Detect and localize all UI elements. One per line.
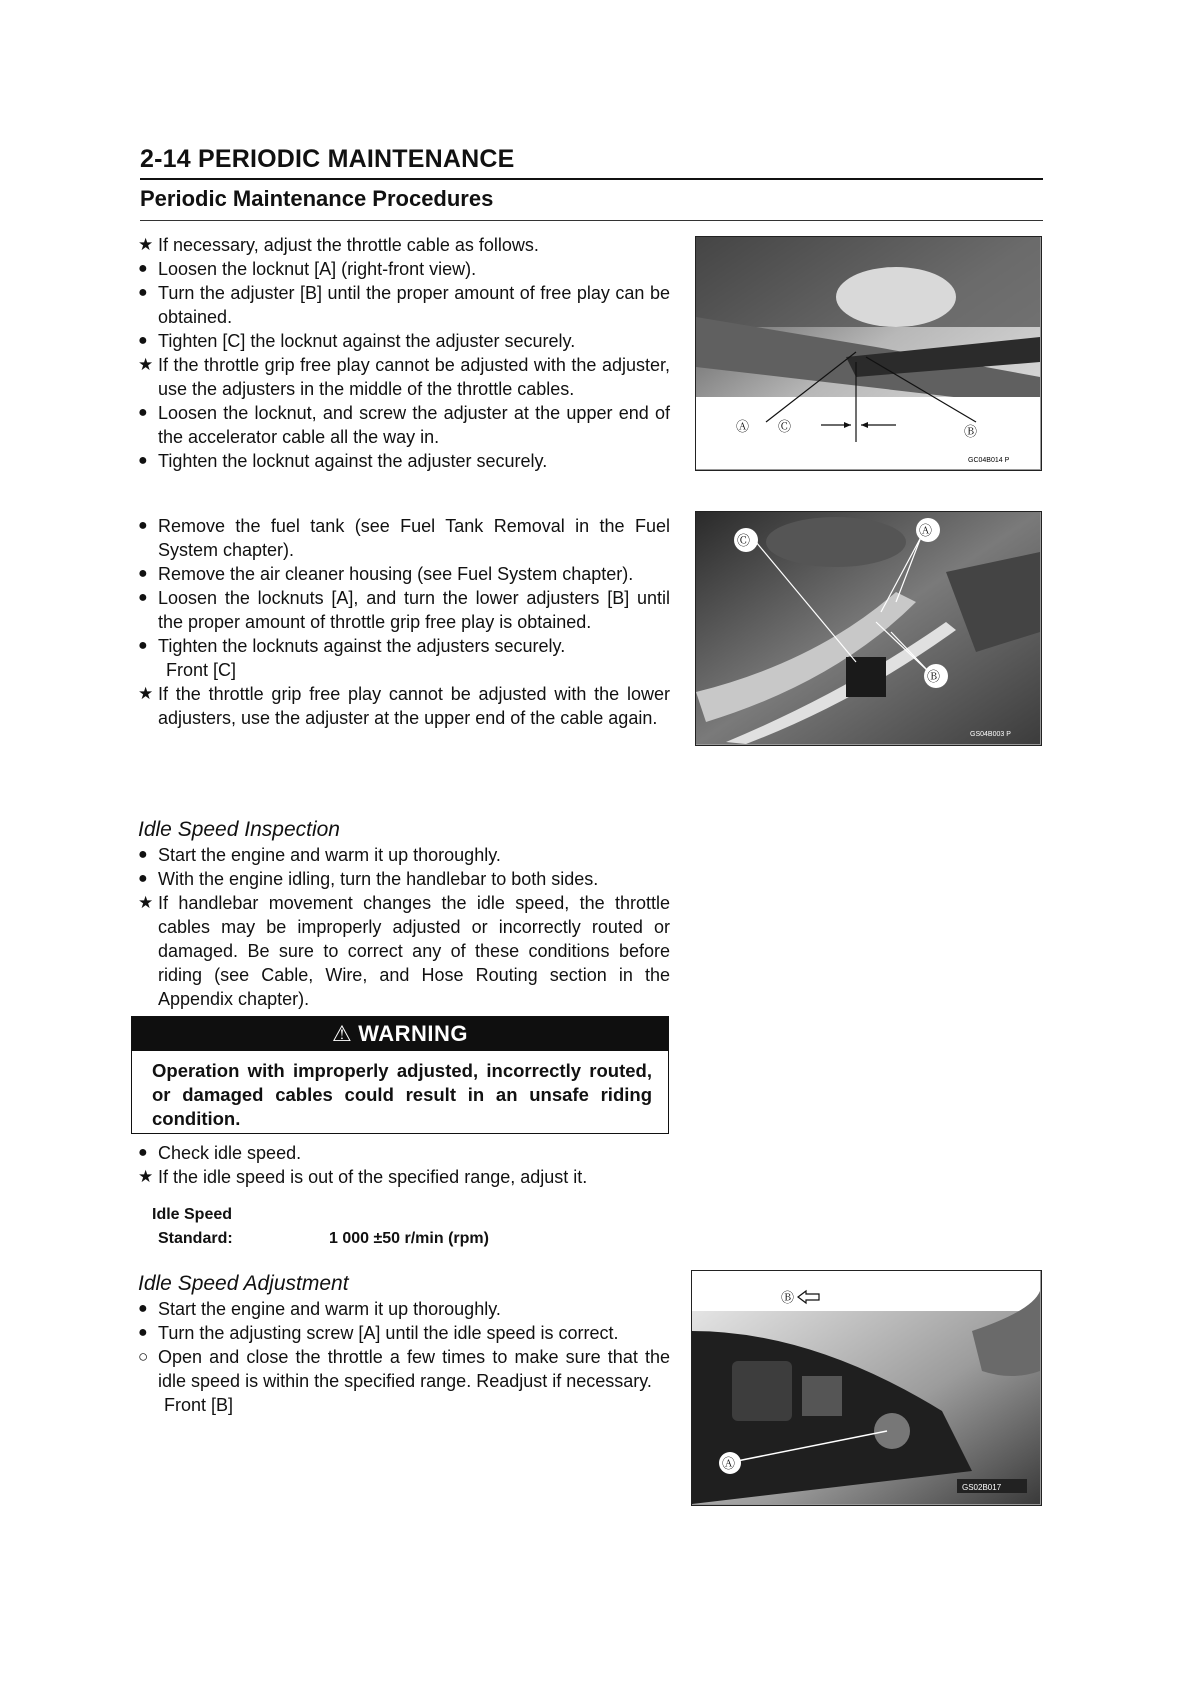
list-item: ○ Open and close the throttle a few times to make sure that the idle speed is within the specified range. Readjust if necessary.	[138, 1347, 670, 1391]
bullet-marker: ●	[138, 517, 148, 534]
bullet-marker: ●	[138, 589, 148, 606]
list-item: ● With the engine idling, turn the handlebar to both sides.	[138, 869, 599, 889]
star-marker: ★	[138, 235, 154, 254]
list-item: ● Turn the adjuster [B] until the proper amount of free play can be obtained.	[138, 283, 670, 327]
figure-throttle-locknut	[695, 236, 1042, 471]
list-item: ● Start the engine and warm it up thoroughly.	[138, 1299, 501, 1319]
star-marker: ★	[138, 355, 154, 374]
callout-a: Ⓐ	[919, 523, 933, 538]
lower-adjuster-steps	[138, 514, 670, 730]
bullet-marker: ●	[138, 260, 148, 277]
bullet-marker: ●	[138, 846, 148, 863]
list-item: ● Remove the fuel tank (see Fuel Tank Removal in the Fuel System chapter).	[138, 516, 670, 560]
bullet-marker: ●	[138, 332, 148, 349]
star-marker: ★	[138, 684, 154, 703]
bullet-marker: ●	[138, 1144, 148, 1161]
callout-b: Ⓑ	[927, 669, 941, 684]
list-item: ★ If the throttle grip free play cannot be adjusted with the lower adjusters, use the adjuster at the upper end of the cable again.	[138, 684, 670, 728]
bullet-marker: ●	[138, 284, 148, 301]
callout-c: Ⓒ	[778, 419, 792, 434]
callout-a: Ⓐ	[736, 419, 750, 434]
callout-b: Ⓑ	[781, 1290, 795, 1305]
spec-title: Idle Speed	[152, 1206, 233, 1223]
subsection-title: Periodic Maintenance Procedures	[140, 186, 494, 211]
circle-marker: ○	[138, 1347, 149, 1366]
spec-value: 1 000 ±50 r/min (rpm)	[329, 1230, 489, 1247]
idle-speed-inspection	[138, 817, 670, 1011]
figure-note: Front [B]	[164, 1395, 234, 1415]
bullet-marker: ●	[138, 404, 148, 421]
bullet-marker: ●	[138, 870, 148, 887]
list-item: ● Loosen the locknuts [A], and turn the lower adjusters [B] until the proper amount of throttle grip free play is obtained.	[138, 588, 670, 632]
bullet-marker: ●	[138, 565, 148, 582]
subheader-rule	[140, 220, 1043, 221]
check-idle-steps	[138, 1141, 670, 1189]
spec-label: Standard:	[158, 1230, 233, 1247]
idle-speed-adjustment	[138, 1271, 670, 1417]
figure-code: GS04B003 P	[970, 731, 1011, 738]
list-item: ● Turn the adjusting screw [A] until the idle speed is correct.	[138, 1323, 619, 1343]
warning-header	[132, 1017, 668, 1051]
idle-speed-spec	[152, 1203, 489, 1251]
list-item: ● Tighten the locknut against the adjuster securely.	[138, 451, 548, 471]
list-item: ★ If the idle speed is out of the specified range, adjust it.	[138, 1167, 588, 1187]
page-header	[140, 144, 1043, 211]
list-item: ● Tighten [C] the locknut against the adjuster securely.	[138, 331, 576, 351]
warning-box	[131, 1016, 669, 1134]
throttle-cable-steps	[138, 233, 670, 473]
list-item: ★ If necessary, adjust the throttle cable as follows.	[138, 235, 539, 255]
list-item: ● Tighten the locknuts against the adjusters securely.	[138, 636, 566, 656]
figure-code: GC04B014 P	[968, 457, 1010, 464]
list-item: ● Remove the air cleaner housing (see Fuel System chapter).	[138, 564, 634, 584]
section-title: 2-14 PERIODIC MAINTENANCE	[140, 145, 515, 173]
bullet-marker: ●	[138, 1300, 148, 1317]
bullet-marker: ●	[138, 452, 148, 469]
bullet-marker: ●	[138, 637, 148, 654]
callout-a: Ⓐ	[722, 1456, 736, 1471]
warning-triangle-icon: ⚠	[331, 1021, 353, 1046]
list-item: ● Loosen the locknut [A] (right-front view).	[138, 259, 477, 279]
figure-idle-adjusting-screw	[691, 1270, 1042, 1506]
figure-lower-adjusters	[695, 511, 1042, 746]
spec-row	[152, 1227, 489, 1251]
header-rule	[140, 178, 1043, 180]
bullet-marker: ●	[138, 1324, 148, 1341]
list-item: ● Start the engine and warm it up thoroughly.	[138, 845, 501, 865]
figure-note: Front [C]	[166, 660, 237, 680]
list-item: ● Loosen the locknut, and screw the adjuster at the upper end of the accelerator cable all the way in.	[138, 403, 670, 447]
idle-inspection-heading: Idle Speed Inspection	[138, 818, 340, 841]
star-marker: ★	[138, 893, 154, 912]
callout-b: Ⓑ	[964, 424, 978, 439]
warning-text: Operation with improperly adjusted, incorrectly routed, or damaged cables could result in an unsafe riding condition.	[152, 1060, 652, 1129]
list-item: ★ If handlebar movement changes the idle speed, the throttle cables may be improperly adjusted or incorrectly routed or damaged. Be sure to correct any of these conditions before riding (see Cable, Wire, and Hose Routing section in the Appendix chapter).	[138, 893, 670, 1009]
list-item: ● Check idle speed.	[138, 1143, 302, 1163]
figure-code: GS02B017	[962, 1483, 1002, 1492]
list-item: ★ If the throttle grip free play cannot be adjusted with the adjuster, use the adjusters in the middle of the throttle cables.	[138, 355, 670, 399]
idle-adjustment-heading: Idle Speed Adjustment	[138, 1272, 349, 1295]
callout-c: Ⓒ	[737, 533, 751, 548]
warning-title: WARNING	[358, 1021, 469, 1046]
star-marker: ★	[138, 1167, 154, 1186]
